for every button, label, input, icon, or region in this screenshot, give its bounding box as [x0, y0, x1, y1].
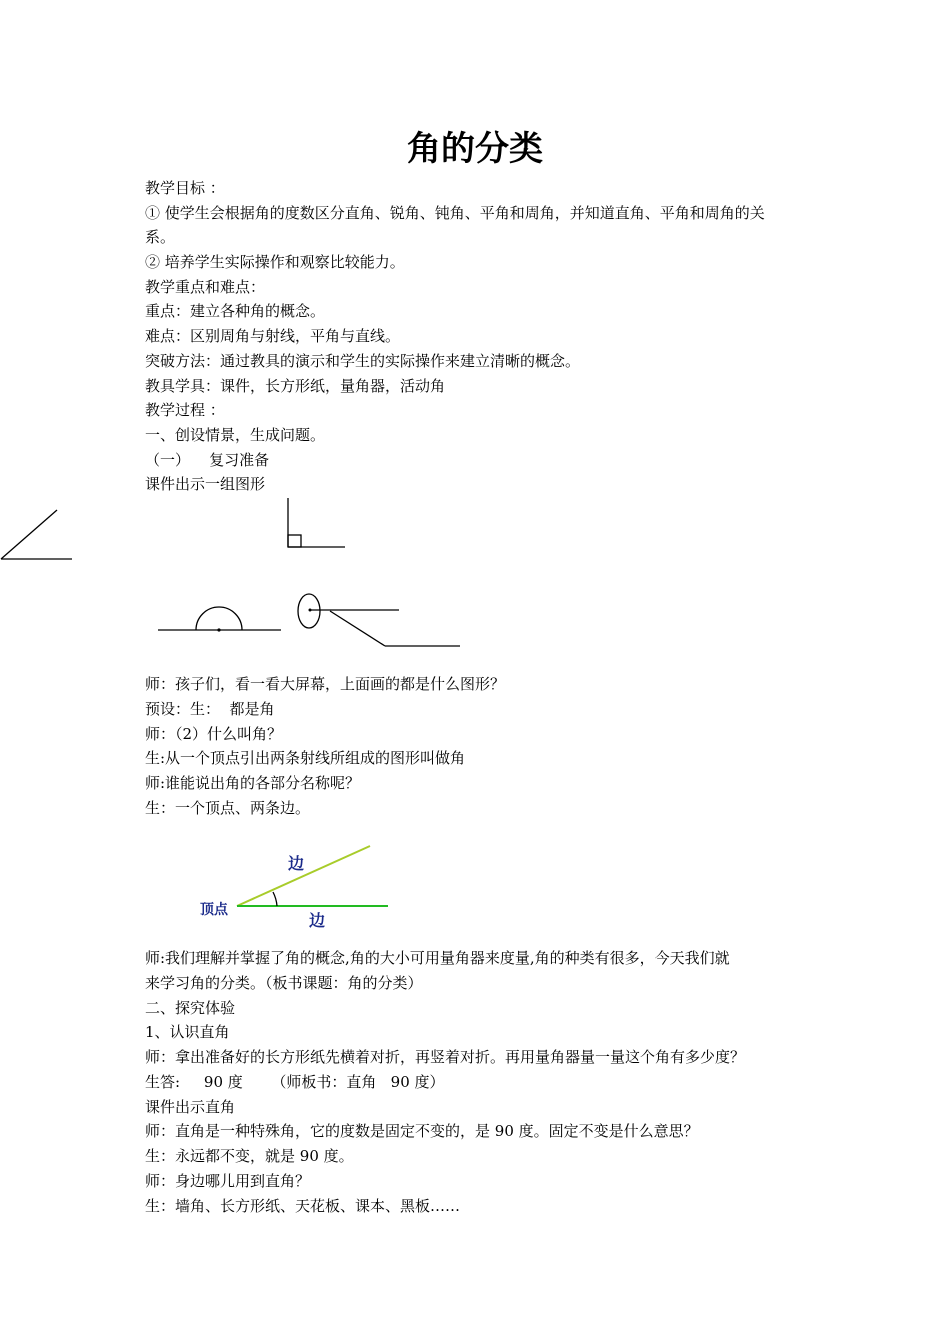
text-line: 教学重点和难点：: [145, 278, 266, 296]
page-title: 角的分类: [407, 129, 543, 169]
text-line: 来学习角的分类。（板书课题：角的分类）: [145, 974, 423, 992]
text-line: 课件出示直角: [145, 1098, 236, 1116]
text-line: 师：拿出准备好的长方形纸先横着对折，再竖着对折。再用量角器量一量这个角有多少度？: [145, 1048, 746, 1066]
text-line: 生：永远都不变，就是 90 度。: [145, 1147, 354, 1165]
text-line: 课件出示一组图形: [145, 475, 266, 493]
text-line: 师:谁能说出角的各部分名称呢？: [145, 774, 361, 792]
text-line: 难点：区别周角与射线，平角与直线。: [145, 327, 401, 345]
text-line: 师:我们理解并掌握了角的概念,角的大小可用量角器来度量,角的种类有很多，今天我们就: [145, 949, 730, 967]
text-line: 系。: [145, 228, 176, 246]
text-line: 师：（2）什么叫角？: [145, 725, 283, 743]
text-line: 教具学具：课件，长方形纸，量角器，活动角: [145, 377, 446, 395]
text-line: 师：身边哪儿用到直角？: [145, 1172, 311, 1190]
angle-arc: [273, 892, 277, 906]
text-line: 师：孩子们，看一看大屏幕，上面画的都是什么图形？: [145, 675, 506, 693]
text-line: ① 使学生会根据角的度数区分直角、锐角、钝角、平角和周角，并知道直角、平角和周角的关: [145, 204, 765, 222]
text-line: 生：一个顶点、两条边。: [145, 799, 311, 817]
text-line: （一） 复习准备: [145, 451, 270, 469]
text-line: 师：直角是一种特殊角，它的度数是固定不变的，是 90 度。固定不变是什么意思？: [145, 1122, 699, 1140]
side-label-top: 边: [288, 854, 305, 873]
text-line: 突破方法：通过教具的演示和学生的实际操作来建立清晰的概念。: [145, 352, 581, 370]
text-line: 生:从一个顶点引出两条射线所组成的图形叫做角: [145, 749, 466, 767]
text-line: 生答: 90 度 （师板书：直角 90 度）: [145, 1073, 445, 1091]
text-line: ② 培养学生实际操作和观察比较能力。: [145, 253, 405, 271]
text-line: 一、创设情景，生成问题。: [145, 426, 326, 444]
text-line: 生：墙角、长方形纸、天花板、课本、黑板……: [145, 1197, 461, 1215]
text-line: 教学过程 ：: [145, 401, 225, 419]
text-line: 重点：建立各种角的概念。: [145, 302, 326, 320]
text-line: 预设：生： 都是角: [145, 700, 275, 718]
text-line: 1、认识直角: [145, 1023, 230, 1041]
text-line: 教学目标 ：: [145, 179, 225, 197]
side-label-bottom: 边: [309, 911, 326, 930]
vertex-label: 顶点: [200, 902, 228, 918]
text-line: 二、探究体验: [145, 999, 236, 1017]
